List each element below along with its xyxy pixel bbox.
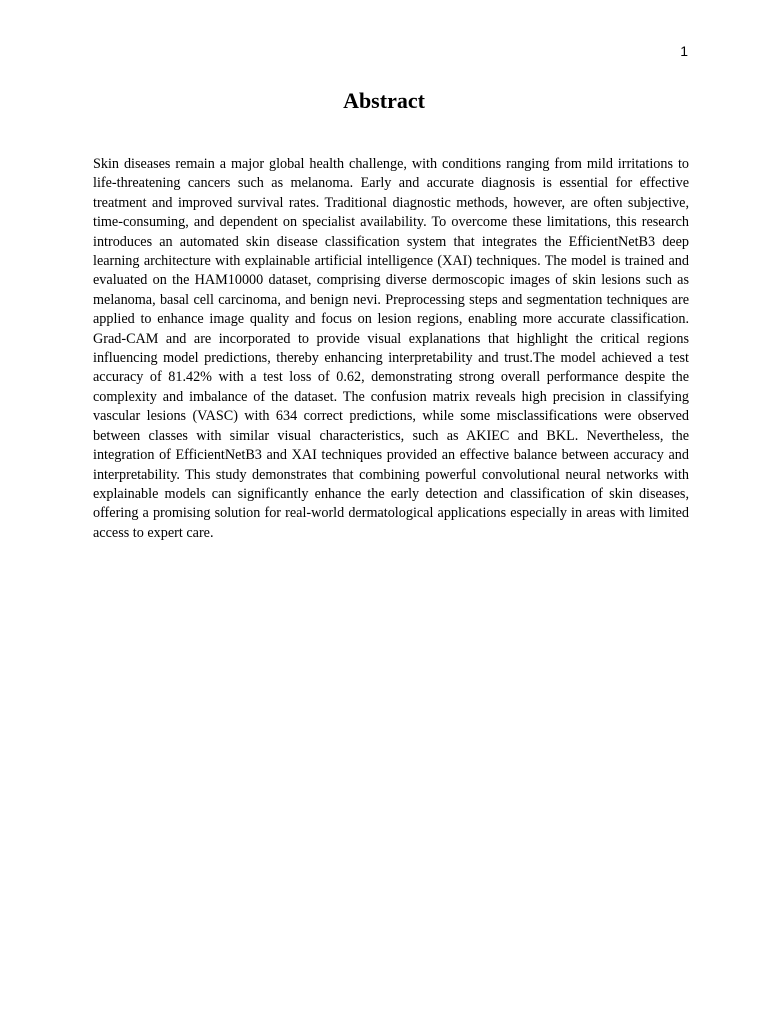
abstract-title: Abstract xyxy=(343,88,425,113)
abstract-body: Skin diseases remain a major global health challenge, with conditions ranging from mild irritations to life-threatening cancers such as melanoma. Early and accurate diagnosis is essential for effective treatment and improved survival rates. Traditional diagnostic methods, however, are often subjective, time-consuming, and dependent on specialist availability. To overcome these limitations, this research introduces an automated skin disease classification system that integrates the EfficientNetB3 deep learning architecture with explainable artificial intelligence (XAI) techniques. The model is trained and evaluated on the HAM10000 dataset, comprising diverse dermoscopic images of skin lesions such as melanoma, basal cell carcinoma, and benign nevi. Preprocessing steps and segmentation techniques are applied to enhance image quality and focus on lesion regions, enabling more accurate classification. Grad-CAM and are incorporated to provide visual explanations that highlight the critical regions influencing model predictions, thereby enhancing interpretability and trust.The model achieved a test accuracy of 81.42% with a test loss of 0.62, demonstrating strong overall performance despite the complexity and imbalance of the dataset. The confusion matrix reveals high precision in classifying vascular lesions (VASC) with 634 correct predictions, while some misclassifications were observed between classes with similar visual characteristics, such as AKIEC and BKL. Nevertheless, the integration of EfficientNetB3 and XAI techniques provided an effective balance between accuracy and interpretability. This study demonstrates that combining powerful convolutional neural networks with explainable models can significantly enhance the early detection and classification of skin diseases, offering a promising solution for real-world dermatological applications especially in areas with limited access to expert care. xyxy=(93,156,689,541)
page-number: 1 xyxy=(680,43,688,59)
